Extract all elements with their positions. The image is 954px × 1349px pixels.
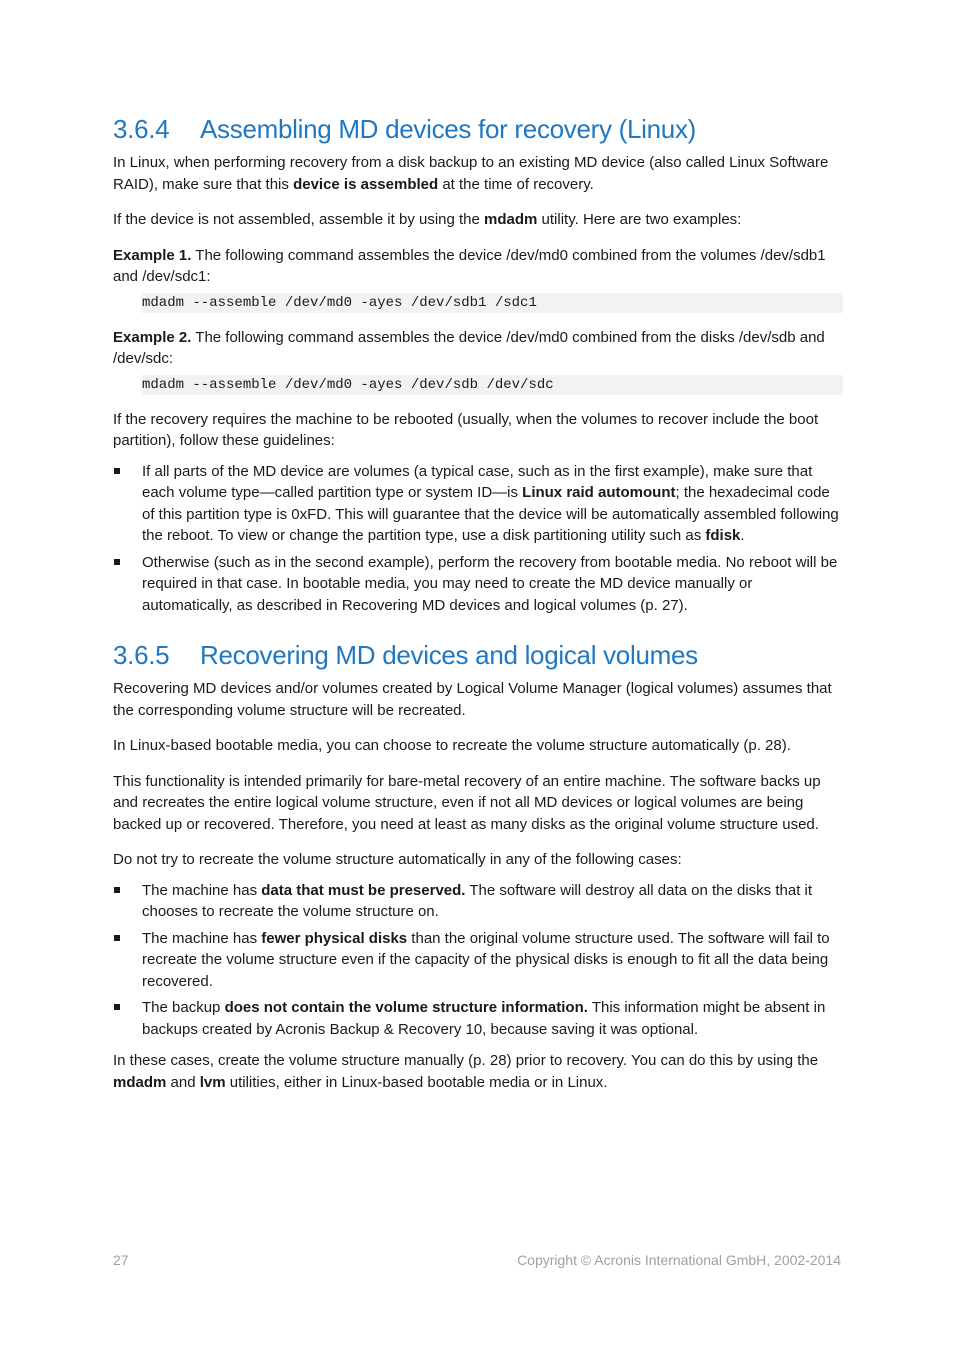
page-number: 27 — [113, 1252, 129, 1268]
paragraph: In these cases, create the volume structure manually (p. 28) prior to recovery. You can do this by using the mdadm and lvm utilities, either in Linux-based bootable media or in Linux. — [113, 1052, 819, 1091]
document-page — [113, 108, 843, 1093]
paragraph: Do not try to recreate the volume structure automatically in any of the following cases: — [113, 851, 682, 868]
bullet-icon — [114, 887, 120, 893]
bullet-icon — [114, 468, 120, 474]
code-block: mdadm --assemble /dev/md0 -ayes /dev/sdb /dev/sdc — [141, 375, 843, 395]
bullet-list — [113, 880, 843, 1041]
bullet-icon — [114, 559, 120, 565]
example-1: Example 1. The following command assembles the device /dev/md0 combined from the volumes /dev/sdb1 and /dev/sdc1: — [113, 246, 826, 285]
paragraph: In Linux-based bootable media, you can choose to recreate the volume structure automatically (p. 28). — [113, 737, 791, 754]
bullet-icon — [114, 1004, 120, 1010]
list-item: The backup does not contain the volume structure information. This information might be absent in backups created by Acronis Backup & Recovery 10, because saving it was optional. — [113, 997, 843, 1040]
list-item: If all parts of the MD device are volumes (a typical case, such as in the first example), make sure that each volume type—called partition type or system ID—is Linux raid automount; the hexadecimal code of this partition type is 0xFD. This will guarantee that the device will be automatically assembled following the reboot. To view or change the partition type, use a disk partitioning utility such as fdisk. — [113, 461, 843, 547]
paragraph: This functionality is intended primarily for bare-metal recovery of an entire machine. The software backs up and recreates the entire logical volume structure, even if not all MD devices or logical volumes are being backed up or recovered. Therefore, you need at least as many disks as the original volume structure used. — [113, 772, 821, 833]
code-block: mdadm --assemble /dev/md0 -ayes /dev/sdb1 /sdc1 — [141, 293, 843, 313]
section-heading-3-6-4: 3.6.4 Assembling MD devices for recovery (Linux) — [113, 114, 697, 144]
bullet-list — [113, 461, 843, 617]
list-item: Otherwise (such as in the second example), perform the recovery from bootable media. No reboot will be required in that case. In bootable media, you may need to create the MD device manually or automatically, as described in Recovering MD devices and logical volumes (p. 27). — [113, 552, 843, 617]
example-2: Example 2. The following command assembles the device /dev/md0 combined from the disks /dev/sdb and /dev/sdc: — [113, 328, 825, 367]
paragraph: If the device is not assembled, assemble it by using the mdadm utility. Here are two examples: — [113, 211, 742, 228]
paragraph: If the recovery requires the machine to be rebooted (usually, when the volumes to recover include the boot partition), follow these guidelines: — [113, 410, 819, 449]
paragraph: Recovering MD devices and/or volumes created by Logical Volume Manager (logical volumes) assumes that the corresponding volume structure will be recreated. — [113, 680, 832, 719]
section-heading-3-6-5: 3.6.5 Recovering MD devices and logical volumes — [113, 640, 698, 670]
paragraph: In Linux, when performing recovery from a disk backup to an existing MD device (also called Linux Software RAID), make sure that this device is assembled at the time of recovery. — [113, 154, 829, 193]
copyright-notice: Copyright © Acronis International GmbH, 2002-2014 — [517, 1252, 841, 1268]
list-item: The machine has data that must be preserved. The software will destroy all data on the disks that it chooses to recreate the volume structure on. — [113, 880, 843, 923]
bullet-icon — [114, 935, 120, 941]
list-item: The machine has fewer physical disks than the original volume structure used. The software will fail to recreate the volume structure even if the capacity of the physical disks is enough to fit all the data being recovered. — [113, 928, 843, 993]
